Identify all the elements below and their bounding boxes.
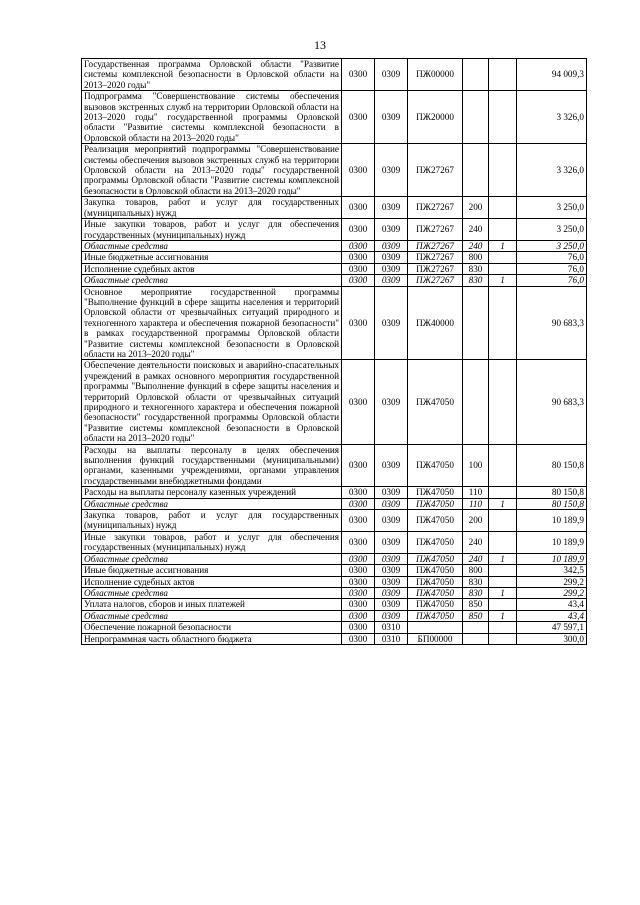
subsection-code-cell: 0309 — [375, 531, 408, 553]
section-code-cell: 0300 — [342, 610, 375, 621]
funding-kind-cell — [489, 360, 517, 444]
table-row — [82, 576, 587, 587]
funding-kind-cell — [489, 263, 517, 274]
amount-cell: 3 326,0 — [517, 144, 587, 197]
subsection-code-cell: 0309 — [375, 565, 408, 576]
funding-kind-cell — [489, 286, 517, 360]
section-code-cell: 0300 — [342, 219, 375, 241]
target-article-cell: ПЖ47050 — [408, 610, 463, 621]
funding-kind-cell — [489, 633, 517, 644]
subsection-code-cell: 0309 — [375, 576, 408, 587]
target-article-cell: ПЖ47050 — [408, 553, 463, 564]
target-article-cell: ПЖ20000 — [408, 91, 463, 144]
row-name-cell: Непрограммная часть областного бюджета — [82, 633, 342, 644]
target-article-cell: ПЖ47050 — [408, 587, 463, 598]
funding-kind-cell — [489, 622, 517, 633]
row-name-cell: Расходы на выплаты персоналу казенных учреждений — [82, 487, 342, 498]
target-article-cell: ПЖ27267 — [408, 219, 463, 241]
table-row — [82, 498, 587, 509]
row-name-cell: Подпрограмма "Совершенствование системы обеспечения вызовов экстренных служб на территории Орловской области на 2013–2020 годы" государственной программы Орловской области "Развитие системы комплексной безопасности в Орловской области на 2013–2020 годы" — [82, 91, 342, 144]
amount-cell: 90 683,3 — [517, 360, 587, 444]
amount-cell: 80 150,8 — [517, 487, 587, 498]
target-article-cell: ПЖ27267 — [408, 275, 463, 286]
section-code-cell: 0300 — [342, 144, 375, 197]
amount-cell: 342,5 — [517, 565, 587, 576]
funding-kind-cell: 1 — [489, 553, 517, 564]
expense-type-cell — [463, 59, 489, 91]
subsection-code-cell: 0309 — [375, 510, 408, 532]
table-row — [82, 633, 587, 644]
target-article-cell: ПЖ27267 — [408, 144, 463, 197]
table-row — [82, 565, 587, 576]
subsection-code-cell: 0309 — [375, 59, 408, 91]
table-row — [82, 59, 587, 91]
expense-type-cell: 850 — [463, 610, 489, 621]
section-code-cell: 0300 — [342, 622, 375, 633]
section-code-cell: 0300 — [342, 553, 375, 564]
target-article-cell: ПЖ40000 — [408, 286, 463, 360]
section-code-cell: 0300 — [342, 510, 375, 532]
section-code-cell: 0300 — [342, 240, 375, 251]
amount-cell: 94 009,3 — [517, 59, 587, 91]
subsection-code-cell: 0309 — [375, 587, 408, 598]
subsection-code-cell: 0309 — [375, 360, 408, 444]
row-name-cell: Областные средства — [82, 587, 342, 598]
subsection-code-cell: 0309 — [375, 286, 408, 360]
subsection-code-cell: 0310 — [375, 633, 408, 644]
row-name-cell: Областные средства — [82, 240, 342, 251]
funding-kind-cell — [489, 59, 517, 91]
target-article-cell: ПЖ47050 — [408, 498, 463, 509]
expense-type-cell: 110 — [463, 498, 489, 509]
row-name-cell: Реализация мероприятий подпрограммы "Совершенствование системы обеспечения вызовов экстренных служб на территории Орловской области на 2013–2020 годы" государственной программы Орловской области "Развитие системы комплексной безопасности в Орловской области на 2013–2020 годы" — [82, 144, 342, 197]
row-name-cell: Закупка товаров, работ и услуг для государственных (муниципальных) нужд — [82, 510, 342, 532]
subsection-code-cell: 0309 — [375, 275, 408, 286]
row-name-cell: Иные закупки товаров, работ и услуг для обеспечения государственных (муниципальных) нужд — [82, 219, 342, 241]
target-article-cell — [408, 622, 463, 633]
amount-cell: 299,2 — [517, 587, 587, 598]
target-article-cell: ПЖ47050 — [408, 565, 463, 576]
table-row — [82, 510, 587, 532]
amount-cell: 43,4 — [517, 610, 587, 621]
funding-kind-cell — [489, 197, 517, 219]
target-article-cell: ПЖ27267 — [408, 240, 463, 251]
amount-cell: 10 189,9 — [517, 510, 587, 532]
section-code-cell: 0300 — [342, 59, 375, 91]
amount-cell: 43,4 — [517, 599, 587, 610]
section-code-cell: 0300 — [342, 633, 375, 644]
subsection-code-cell: 0309 — [375, 553, 408, 564]
section-code-cell: 0300 — [342, 587, 375, 598]
subsection-code-cell: 0309 — [375, 91, 408, 144]
table-row — [82, 444, 587, 487]
amount-cell: 300,0 — [517, 633, 587, 644]
funding-kind-cell: 1 — [489, 498, 517, 509]
amount-cell: 47 597,1 — [517, 622, 587, 633]
target-article-cell: ПЖ47050 — [408, 487, 463, 498]
subsection-code-cell: 0309 — [375, 240, 408, 251]
funding-kind-cell: 1 — [489, 275, 517, 286]
funding-kind-cell — [489, 565, 517, 576]
target-article-cell: ПЖ27267 — [408, 263, 463, 274]
row-name-cell: Закупка товаров, работ и услуг для государственных (муниципальных) нужд — [82, 197, 342, 219]
row-name-cell: Областные средства — [82, 610, 342, 621]
subsection-code-cell: 0309 — [375, 197, 408, 219]
section-code-cell: 0300 — [342, 91, 375, 144]
amount-cell: 10 189,9 — [517, 553, 587, 564]
amount-cell: 3 250,0 — [517, 197, 587, 219]
row-name-cell: Основное мероприятие государственной программы "Выполнение функций в сфере защиты населения и территорий Орловской области от чрезвычайных ситуаций природного и техногенного характера и обеспечения пожарной безопасности" в рамках государственной программы Орловской области "Развитие системы комплексной безопасности в Орловской области на 2013–2020 годы" — [82, 286, 342, 360]
expense-type-cell: 200 — [463, 510, 489, 532]
row-name-cell: Иные бюджетные ассигнования — [82, 565, 342, 576]
expense-type-cell: 800 — [463, 252, 489, 263]
section-code-cell: 0300 — [342, 263, 375, 274]
target-article-cell: ПЖ27267 — [408, 252, 463, 263]
table-row — [82, 531, 587, 553]
subsection-code-cell: 0309 — [375, 498, 408, 509]
funding-kind-cell — [489, 219, 517, 241]
target-article-cell: ПЖ47050 — [408, 531, 463, 553]
row-name-cell: Государственная программа Орловской области "Развитие системы комплексной безопасности в Орловской области на 2013–2020 годы" — [82, 59, 342, 91]
expense-type-cell — [463, 144, 489, 197]
table-row — [82, 91, 587, 144]
row-name-cell: Исполнение судебных актов — [82, 576, 342, 587]
expense-type-cell: 240 — [463, 553, 489, 564]
row-name-cell: Расходы на выплаты персоналу в целях обеспечения выполнения функций государственными (муниципальными) органами, казенными учреждениями, органами управления государственными внебюджетными фондами — [82, 444, 342, 487]
table-row — [82, 286, 587, 360]
table-row — [82, 219, 587, 241]
subsection-code-cell: 0309 — [375, 144, 408, 197]
subsection-code-cell: 0310 — [375, 622, 408, 633]
amount-cell: 299,2 — [517, 576, 587, 587]
expense-type-cell — [463, 633, 489, 644]
row-name-cell: Обеспечение пожарной безопасности — [82, 622, 342, 633]
row-name-cell: Иные закупки товаров, работ и услуг для обеспечения государственных (муниципальных) нужд — [82, 531, 342, 553]
section-code-cell: 0300 — [342, 576, 375, 587]
subsection-code-cell: 0309 — [375, 444, 408, 487]
amount-cell: 3 326,0 — [517, 91, 587, 144]
table-row — [82, 240, 587, 251]
table-row — [82, 599, 587, 610]
funding-kind-cell — [489, 487, 517, 498]
section-code-cell: 0300 — [342, 487, 375, 498]
row-name-cell: Обеспечение деятельности поисковых и аварийно-спасательных учреждений в рамках основного мероприятия государственной программы "Выполнение функций в сфере защиты населения и территорий Орловской области от чрезвычайных ситуаций природного и техногенного характера и обеспечения пожарной безопасности" государственной программы Орловской области "Развитие системы комплексной безопасности в Орловской области на 2013–2020 годы" — [82, 360, 342, 444]
expense-type-cell: 830 — [463, 275, 489, 286]
row-name-cell: Областные средства — [82, 498, 342, 509]
table-row — [82, 275, 587, 286]
expense-type-cell: 100 — [463, 444, 489, 487]
subsection-code-cell: 0309 — [375, 252, 408, 263]
funding-kind-cell — [489, 91, 517, 144]
section-code-cell: 0300 — [342, 275, 375, 286]
section-code-cell: 0300 — [342, 360, 375, 444]
expense-type-cell: 240 — [463, 219, 489, 241]
expense-type-cell: 110 — [463, 487, 489, 498]
amount-cell: 80 150,8 — [517, 444, 587, 487]
funding-kind-cell — [489, 444, 517, 487]
target-article-cell: ПЖ47050 — [408, 576, 463, 587]
expense-type-cell: 830 — [463, 263, 489, 274]
expense-type-cell — [463, 91, 489, 144]
section-code-cell: 0300 — [342, 531, 375, 553]
funding-kind-cell — [489, 576, 517, 587]
amount-cell: 80 150,8 — [517, 498, 587, 509]
expense-type-cell — [463, 622, 489, 633]
funding-kind-cell — [489, 252, 517, 263]
expense-type-cell: 850 — [463, 599, 489, 610]
section-code-cell: 0300 — [342, 286, 375, 360]
expense-type-cell: 830 — [463, 576, 489, 587]
budget-table — [81, 58, 587, 645]
funding-kind-cell — [489, 531, 517, 553]
row-name-cell: Исполнение судебных актов — [82, 263, 342, 274]
expense-type-cell: 240 — [463, 531, 489, 553]
expense-type-cell: 240 — [463, 240, 489, 251]
amount-cell: 76,0 — [517, 252, 587, 263]
amount-cell: 76,0 — [517, 275, 587, 286]
funding-kind-cell: 1 — [489, 587, 517, 598]
budget-table-body — [82, 59, 587, 645]
target-article-cell: ПЖ47050 — [408, 599, 463, 610]
funding-kind-cell: 1 — [489, 610, 517, 621]
target-article-cell: ПЖ47050 — [408, 444, 463, 487]
funding-kind-cell — [489, 599, 517, 610]
table-row — [82, 553, 587, 564]
target-article-cell: ПЖ27267 — [408, 197, 463, 219]
subsection-code-cell: 0309 — [375, 599, 408, 610]
subsection-code-cell: 0309 — [375, 610, 408, 621]
expense-type-cell: 830 — [463, 587, 489, 598]
section-code-cell: 0300 — [342, 565, 375, 576]
expense-type-cell: 800 — [463, 565, 489, 576]
table-row — [82, 487, 587, 498]
row-name-cell: Уплата налогов, сборов и иных платежей — [82, 599, 342, 610]
amount-cell: 3 250,0 — [517, 240, 587, 251]
table-row — [82, 197, 587, 219]
funding-kind-cell — [489, 144, 517, 197]
table-row — [82, 610, 587, 621]
subsection-code-cell: 0309 — [375, 263, 408, 274]
expense-type-cell — [463, 286, 489, 360]
funding-kind-cell — [489, 510, 517, 532]
section-code-cell: 0300 — [342, 599, 375, 610]
expense-type-cell — [463, 360, 489, 444]
subsection-code-cell: 0309 — [375, 487, 408, 498]
amount-cell: 90 683,3 — [517, 286, 587, 360]
amount-cell: 76,0 — [517, 263, 587, 274]
table-row — [82, 622, 587, 633]
section-code-cell: 0300 — [342, 197, 375, 219]
table-row — [82, 252, 587, 263]
row-name-cell: Областные средства — [82, 275, 342, 286]
amount-cell: 10 189,9 — [517, 531, 587, 553]
table-row — [82, 360, 587, 444]
table-row — [82, 263, 587, 274]
row-name-cell: Иные бюджетные ассигнования — [82, 252, 342, 263]
target-article-cell: ПЖ47050 — [408, 510, 463, 532]
amount-cell: 3 250,0 — [517, 219, 587, 241]
row-name-cell: Областные средства — [82, 553, 342, 564]
section-code-cell: 0300 — [342, 252, 375, 263]
target-article-cell: ПЖ00000 — [408, 59, 463, 91]
page-number: 13 — [314, 38, 326, 52]
section-code-cell: 0300 — [342, 444, 375, 487]
table-row — [82, 144, 587, 197]
expense-type-cell: 200 — [463, 197, 489, 219]
target-article-cell: БП00000 — [408, 633, 463, 644]
section-code-cell: 0300 — [342, 498, 375, 509]
target-article-cell: ПЖ47050 — [408, 360, 463, 444]
subsection-code-cell: 0309 — [375, 219, 408, 241]
table-row — [82, 587, 587, 598]
funding-kind-cell: 1 — [489, 240, 517, 251]
